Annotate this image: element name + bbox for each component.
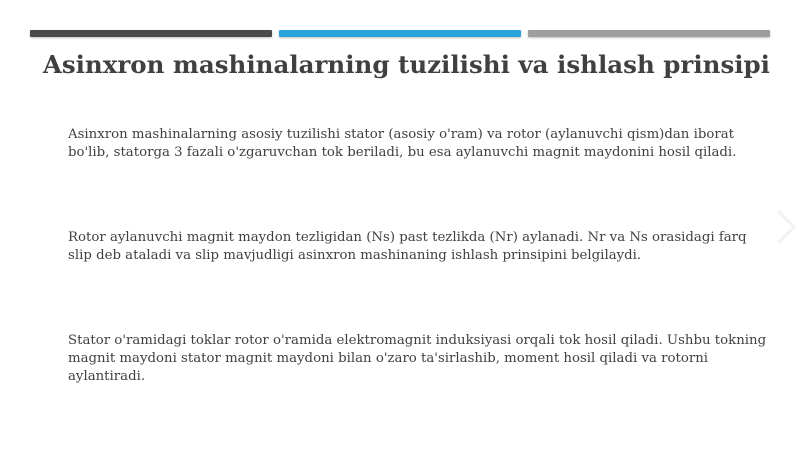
header-bar-gray <box>528 30 770 37</box>
chevron-right-stroke <box>778 211 794 243</box>
header-bar-dark <box>30 30 272 37</box>
paragraph-structure: Asinxron mashinalarning asosiy tuzilishi stator (asosiy o'ram) va rotor (aylanuvchi qism)dan iborat bo'lib, statorga 3 fazali o'zgaruvchan tok beriladi, bu esa aylanuvchi magnit maydonini hosil qiladi. <box>68 127 737 160</box>
slide-title: Asinxron mashinalarning tuzilishi va ishlash prinsipi <box>42 50 770 79</box>
paragraph-slip: Rotor aylanuvchi magnit maydon tezligidan (Ns) past tezlikda (Nr) aylanadi. Nr va Ns orasidagi farq slip deb ataladi va slip mavjudligi asinxron mashinaning ishlash prinsipini belgilaydi. <box>68 230 747 263</box>
chevron-right-icon[interactable] <box>774 207 798 247</box>
paragraph-induction: Stator o'ramidagi toklar rotor o'ramida elektromagnit induksiyasi orqali tok hosil qiladi. Ushbu tokning magnit maydoni stator magnit maydoni bilan o'zaro ta'sirlashib, moment hosil qiladi va rotorni aylantiradi. <box>68 333 767 384</box>
header-bar-blue <box>279 30 521 37</box>
